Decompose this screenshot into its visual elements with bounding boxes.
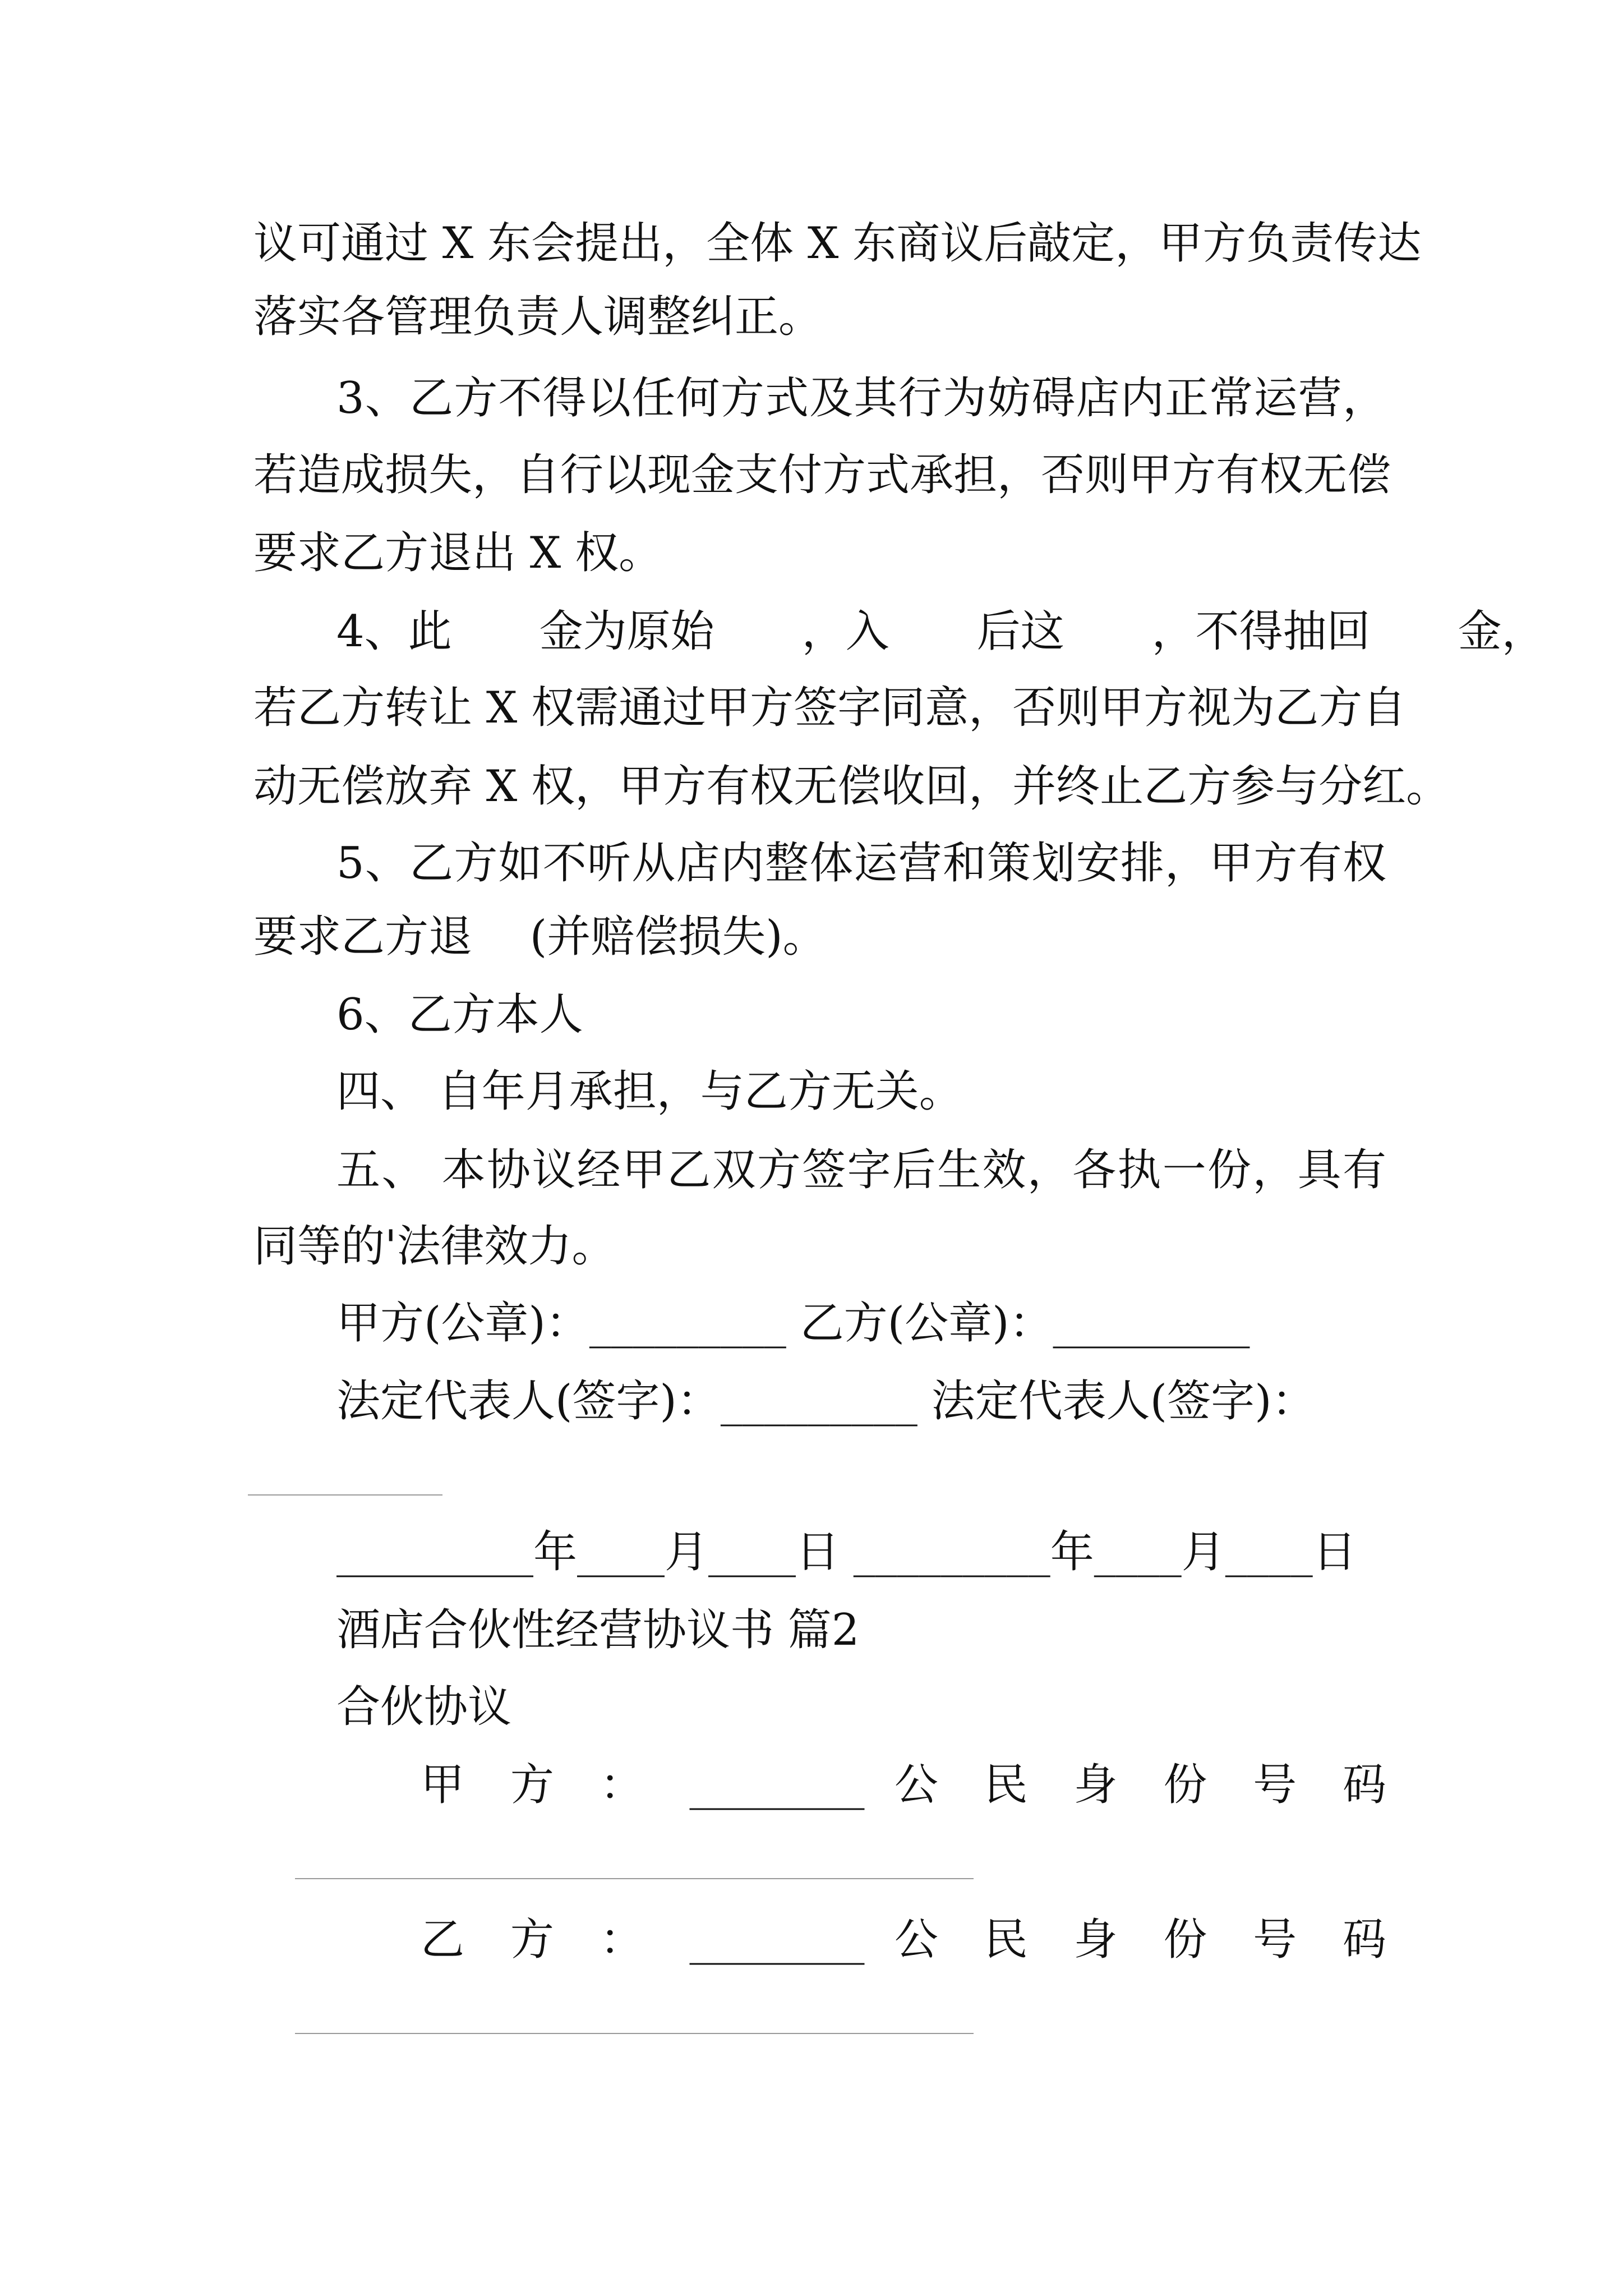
clause-6: 6、乙方本人 xyxy=(336,990,583,1040)
signature-blank xyxy=(248,1494,442,1496)
document-heading: 合伙协议 xyxy=(336,1682,512,1732)
paragraph-line: 要求乙方退出 X 权。 xyxy=(253,528,663,578)
seal-signature-line: 甲方(公章)：_________ 乙方(公章)：_________ xyxy=(336,1298,1250,1349)
paragraph-line: 同等的'法律效力。 xyxy=(253,1221,616,1272)
party-b-line: 乙 方 ： ________ 公 民 身 份 号 码 xyxy=(421,1915,1386,1965)
section-title: 酒店合伙性经营协议书 篇2 xyxy=(336,1605,860,1655)
paragraph-line: 若乙方转让 X 权需通过甲方签字同意，否则甲方视为乙方自 xyxy=(253,683,1407,733)
section-5: 五、 本协议经甲乙双方签字后生效，各执一份，具有 xyxy=(336,1145,1386,1195)
paragraph-line: 动无偿放弃 X 权，甲方有权无偿收回，并终止乙方参与分红。 xyxy=(253,761,1450,812)
paragraph-line: 若造成损失，自行以现金支付方式承担，否则甲方有权无偿 xyxy=(253,450,1391,500)
paragraph-line: 落实各管理负责人调整纠正。 xyxy=(253,292,823,342)
clause-3: 3、乙方不得以任何方式及其行为妨碍店内正常运营， xyxy=(336,373,1386,424)
id-number-blank xyxy=(295,1878,974,1879)
paragraph-line: 议可通过 X 东会提出，全体 X 东商议后敲定，甲方负责传达 xyxy=(253,218,1422,269)
clause-5: 5、乙方如不听从店内整体运营和策划安排，甲方有权 xyxy=(336,838,1386,889)
date-line: _________年____月____日 _________年____月____日 xyxy=(336,1527,1357,1577)
legal-rep-signature-line: 法定代表人(签字)：_________ 法定代表人(签字)： xyxy=(336,1376,1316,1427)
clause-4: 4、此 金为原始 ，入 后这 ，不得抽回 金， xyxy=(336,606,1546,657)
party-a-line: 甲 方 ： ________ 公 民 身 份 号 码 xyxy=(421,1760,1386,1810)
id-number-blank xyxy=(295,2033,974,2034)
section-4: 四、 自年月承担，与乙方无关。 xyxy=(336,1066,963,1117)
paragraph-line: 要求乙方退 (并赔偿损失)。 xyxy=(253,912,827,962)
